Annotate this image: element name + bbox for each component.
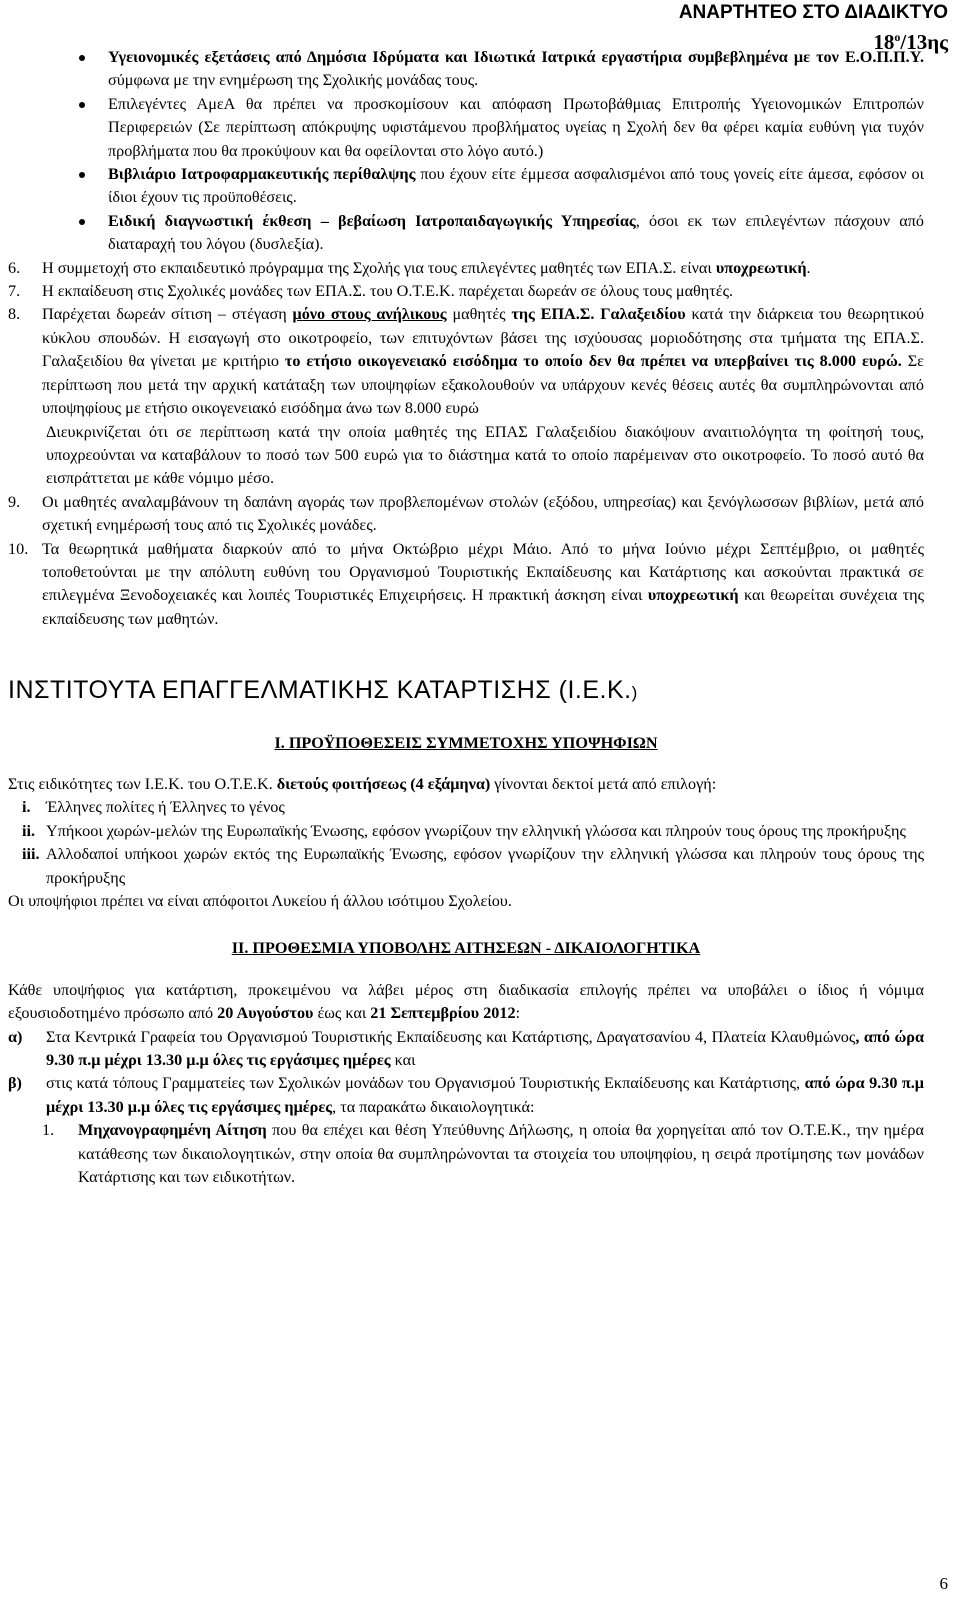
bullet-dot xyxy=(79,219,85,225)
location-a: α) Στα Κεντρικά Γραφεία του Οργανισμού Τουριστικής Εκπαίδευσης και Κατάρτισης, Δραγατσανίου 4, Πλατεία Κλαυθμώνος, από ώρα 9.30 π.μ μέχρι 13.30 μ.μ όλες τις εργάσιμες ημέρες και xyxy=(8,1027,924,1070)
graduates-paragraph: Οι υποψήφιοι πρέπει να είναι απόφοιτοι Λυκείου ή άλλου ισότιμου Σχολείου. xyxy=(8,892,512,910)
bullet-item: Ειδική διαγνωστική έκθεση – βεβαίωση Ιατροπαιδαγωγικής Υπηρεσίας, όσοι εκ των επιλεγέντων πάσχουν από διαταραχή του λόγου (δυσλεξία). xyxy=(8,210,924,257)
document-item-1: 1. Μηχανογραφημένη Αίτηση που θα επέχει και θέση Υπεύθυνης Δήλωσης, η οποία θα χορηγείται από τον Ο.Τ.Ε.Κ., την ημέρα κατάθεσης των δικαιολογητικών, στην οποία θα συμπληρώνονται τα στοιχεία του υποψηφίου, η σειρά προτίμησης των μονάδων Κατάρτισης και των ειδικοτήτων. xyxy=(42,1121,924,1187)
deadline-paragraph: Κάθε υποψήφιος για κατάρτιση, προκειμένου να λάβει μέρος στη διαδικασία επιλογής πρέπει να υποβάλει ο ίδιος ή νόμιμα εξουσιοδοτημένο πρόσωπο από 20 Αυγούστου έως και 21 Σεπτεμβρίου 2012: xyxy=(8,980,924,1023)
page-number: 6 xyxy=(939,1573,948,1593)
header-title: ΑΝΑΡΤΗΤΕΟ ΣΤΟ ΔΙΑΔΙΚΤΥΟ xyxy=(678,2,948,23)
numbered-item-9: 9. Οι μαθητές αναλαμβάνουν τη δαπάνη αγοράς των προβλεπομένων στολών (εξόδου, υπηρεσίας) και ξενόγλωσσων βιβλίων, μετά από σχετική ενημέρωσή τους από τις Σχολικές μονάδες. xyxy=(8,492,924,535)
numbered-item-6: 6. Η συμμετοχή στο εκπαιδευτικό πρόγραμμα της Σχολής για τους επιλεγέντες μαθητές των ΕΠΑ.Σ. είναι υποχρεωτική. xyxy=(8,258,811,277)
bullet-item: Βιβλιάριο Ιατροφαρμακευτικής περίθαλψης που έχουν είτε έμμεσα ασφαλισμένοι από τους γονείς είτε άμεσα, εφόσον οι ίδιοι έχουν τις προϋποθέσεις. xyxy=(8,163,924,210)
iek-heading: ΙΝΣΤΙΤΟΥΤΑ ΕΠΑΓΓΕΛΜΑΤΙΚΗΣ ΚΑΤΑΡΤΙΣΗΣ (Ι.Ε.Κ.) xyxy=(8,676,638,705)
section-1-title: Ι. ΠΡΟΫΠΟΘΕΣΕΙΣ ΣΥΜΜΕΤΟΧΗΣ ΥΠΟΨΗΦΙΩΝ xyxy=(274,733,658,752)
numbered-item-8: 8. Παρέχεται δωρεάν σίτιση – στέγαση μόνο στους ανήλικους μαθητές της ΕΠΑ.Σ. Γαλαξειδίου κατά την διάρκεια του θεωρητικού κύκλου σπουδών. Η εισαγωγή στο οικοτροφείο, των επιτυχόντων βάσει της ισχύουσας μοριοδότησης στα τμήματα της ΕΠΑ.Σ. Γαλαξειδίου θα γίνεται με κριτήριο το ετήσιο οικογενειακό εισόδημα το οποίο δεν θα πρέπει να υπερβαίνει τις 8.000 ευρώ. Σε περίπτωση που μετά την αρχική κατάταξη των υποψηφίων εξακολουθούν να υπάρχουν κενές θέσεις αυτές θα συμπληρώνονται από υποψηφίους με ετήσιο οικογενειακό εισόδημα άνω των 8.000 ευρώ Διευκρινίζεται ότι σε περίπτωση κατά την οποία μαθητές της ΕΠΑΣ Γαλαξειδίου διακόψουν αναιτιολόγητα τη φοίτησή τους, υποχρεούνται να καταβάλουν το ποσό των 500 ευρώ για το διάστημα κατά το οποίο παρέμειναν στο οικοτροφείο. Το ποσό αυτό θα εισπράττεται με κάθε νόμιμο μέσο. xyxy=(8,303,924,490)
bullet-item: Επιλεγέντες ΑμεΑ θα πρέπει να προσκομίσουν και απόφαση Πρωτοβάθμιας Επιτροπής Υγειονομικών Επιτροπών Περιφερειών (Σε περίπτωση απόκρυψης υφιστάμενου προβλήματος υγείας η Σχολή δεν θα φέρει καμία ευθύνη για τυχόν προβλήματα που θα προκύψουν και θα οφείλονται στο λόγο αυτό.) xyxy=(8,93,924,163)
roman-item: i. Έλληνες πολίτες ή Έλληνες το γένος xyxy=(22,798,285,817)
location-b: β) στις κατά τόπους Γραμματείες των Σχολικών μονάδων του Οργανισμού Τουριστικής Εκπαίδευσης και Κατάρτισης, από ώρα 9.30 π.μ μέχρι 13.30 μ.μ όλες τις εργάσιμες ημέρες, τα παρακάτω δικαιολογητικά: xyxy=(8,1074,924,1116)
numbered-item-10: 10. Τα θεωρητικά μαθήματα διαρκούν από το μήνα Οκτώβριο μέχρι Μάιο. Από το μήνα Ιούνιο μέχρι Σεπτέμβριο, οι μαθητές τοποθετούνται με την απόλυτη ευθύνη του Οργανισμού Τουριστικής Εκπαίδευσης και Κατάρτισης και ασκούνται πρακτικά σε επιλεγμένα Ξενοδοχειακές και λοιπές Τουριστικές Επιχειρήσεις. Η πρακτική άσκηση είναι υποχρεωτική και θεωρείται συνέχεια της εκπαίδευσης των μαθητών. xyxy=(8,539,925,628)
section-2-title: ΙΙ. ΠΡΟΘΕΣΜΙΑ ΥΠΟΒΟΛΗΣ ΑΙΤΗΣΕΩΝ - ΔΙΚΑΙΟΛΟΓΗΤΙΚΑ xyxy=(231,939,701,958)
iek-intro-paragraph: Στις ειδικότητες των Ι.Ε.Κ. του Ο.Τ.Ε.Κ. διετούς φοιτήσεως (4 εξάμηνα) γίνονται δεκτοί μετά από επιλογή: xyxy=(8,774,717,793)
bullet-item: Υγειονομικές εξετάσεις από Δημόσια Ιδρύματα και Ιδιωτικά Ιατρικά εργαστήρια συμβεβλημένα με τον Ε.Ο.Π.Π.Υ. σύμφωνα με την ενημέρωση της Σχολικής μονάδας τους. xyxy=(8,46,924,93)
numbered-item-7: 7. Η εκπαίδευση στις Σχολικές μονάδες των ΕΠΑ.Σ. του Ο.Τ.Ε.Κ. παρέχεται δωρεάν σε όλους τους μαθητές. xyxy=(8,282,734,301)
roman-item: iii. Αλλοδαποί υπήκοοι χωρών εκτός της Ευρωπαϊκής Ένωσης, εφόσον γνωρίζουν την ελληνική γλώσσα και πληρούν τους όρους της προκήρυξης xyxy=(22,845,924,887)
bullet-dot xyxy=(79,172,85,178)
roman-item: ii. Υπήκοοι χωρών-μελών της Ευρωπαϊκής Ένωσης, εφόσον γνωρίζουν την ελληνική γλώσσα και πληρούν τους όρους της προκήρυξης xyxy=(22,821,906,840)
bullet-dot xyxy=(79,55,85,61)
document-body xyxy=(8,46,924,1189)
header-number: $18^o/13\eta\varsigma$ xyxy=(873,30,948,54)
bullet-dot xyxy=(79,102,85,108)
clarification-paragraph: Διευκρινίζεται ότι σε περίπτωση κατά την οποία μαθητές της ΕΠΑΣ Γαλαξειδίου διακόψουν αναιτιολόγητα τη φοίτησή τους, υποχρεούνται να καταβάλουν το ποσό των 500 ευρώ για το διάστημα κατά το οποίο παρέμειναν στο οικοτροφείο. Το ποσό αυτό θα εισπράττεται με κάθε νόμιμο μέσο. xyxy=(46,422,924,488)
